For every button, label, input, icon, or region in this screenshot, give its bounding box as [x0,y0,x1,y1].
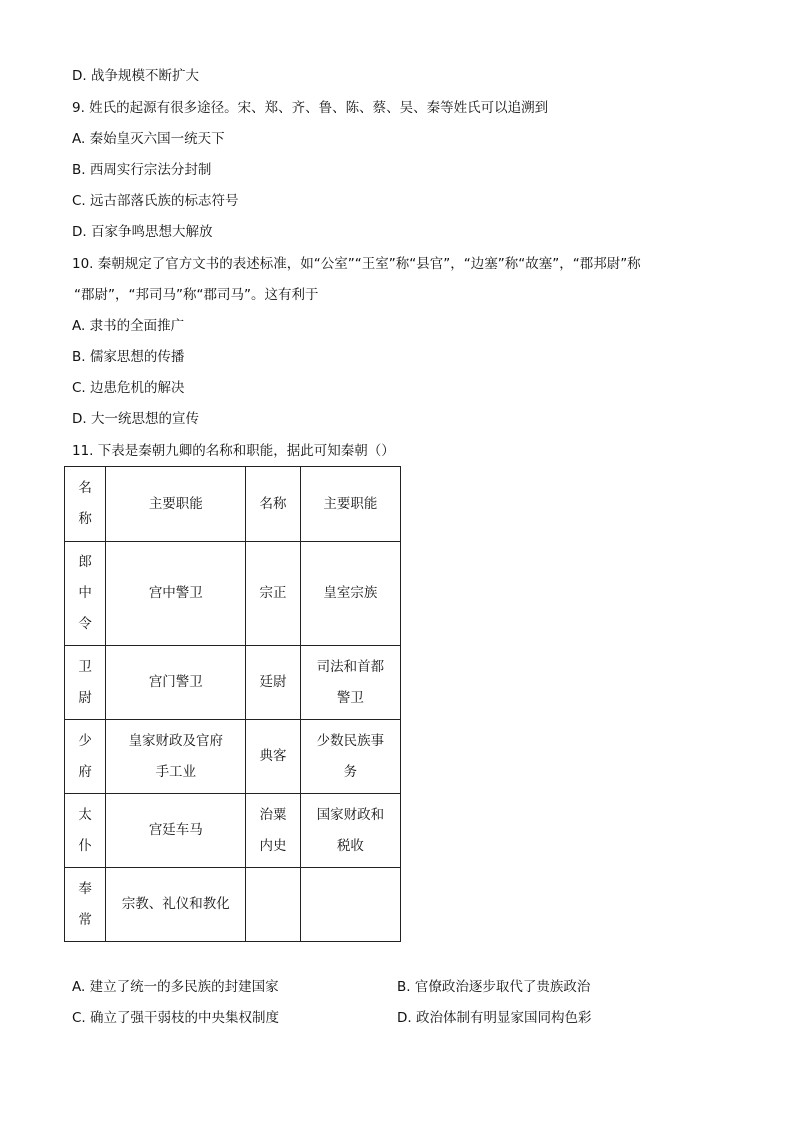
cell-function: 司法和首都警卫 [316,658,385,706]
cell-name: 少府 [78,732,92,780]
header-name-1: 名称 [78,480,92,527]
cell-name: 廷尉 [246,646,300,720]
cell-function [300,868,400,942]
cell-name: 奉常 [78,880,92,928]
cell-name [246,868,300,942]
table-row [65,720,401,794]
q9-option-a: A. 秦始皇灭六国一统天下 [72,131,225,147]
table-row [65,794,401,868]
cell-function: 国家财政和税收 [316,806,385,854]
header-function-2: 主要职能 [300,467,400,542]
q10-option-a: A. 隶书的全面推广 [72,318,185,334]
cell-function: 皇家财政及官府手工业 [128,732,224,780]
q10-stem-line2: “郡尉”，“邦司马”称“郡司马”。这有利于 [74,287,319,303]
cell-function: 宫中警卫 [106,542,246,646]
q11-option-a: A. 建立了统一的多民族的封建国家 [72,979,279,995]
cell-name: 郎中令 [78,554,92,632]
q10-stem-line1: 10. 秦朝规定了官方文书的表述标准，如“公室”“王室”称“县官”，“边塞”称“故塞”，“郡邦尉”称 [72,256,641,272]
q8-option-d: D. 战争规模不断扩大 [72,68,199,84]
q11-option-b: B. 官僚政治逐步取代了贵族政治 [397,979,591,995]
header-function-1: 主要职能 [106,467,246,542]
cell-name: 太仆 [78,806,92,854]
cell-function: 宫廷车马 [106,794,246,868]
table-row [65,542,401,646]
table-row [65,646,401,720]
q9-option-c: C. 远古部落氏族的标志符号 [72,193,239,209]
cell-name: 治粟内史 [259,806,287,854]
q10-option-b: B. 儒家思想的传播 [72,349,185,365]
q9-option-b: B. 西周实行宗法分封制 [72,162,212,178]
nine-ministers-table [64,466,401,942]
q11-stem: 11. 下表是秦朝九卿的名称和职能，据此可知秦朝（） [72,443,395,459]
cell-function: 皇室宗族 [300,542,400,646]
q9-option-d: D. 百家争鸣思想大解放 [72,224,213,240]
cell-name: 宗正 [246,542,300,646]
q10-option-c: C. 边患危机的解决 [72,380,185,396]
table-row [65,868,401,942]
q11-option-d: D. 政治体制有明显家国同构色彩 [397,1010,592,1026]
cell-name: 卫尉 [78,658,92,706]
q10-option-d: D. 大一统思想的宣传 [72,411,199,427]
header-name-2: 名称 [246,467,300,542]
cell-function: 宗教、礼仪和教化 [106,868,246,942]
cell-function: 少数民族事务 [316,732,385,780]
table-header-row [65,467,401,542]
q9-stem: 9. 姓氏的起源有很多途径。宋、郑、齐、鲁、陈、蔡、吴、秦等姓氏可以追溯到 [72,100,549,116]
cell-function: 宫门警卫 [106,646,246,720]
q11-option-c: C. 确立了强干弱枝的中央集权制度 [72,1010,280,1026]
cell-name: 典客 [246,720,300,794]
